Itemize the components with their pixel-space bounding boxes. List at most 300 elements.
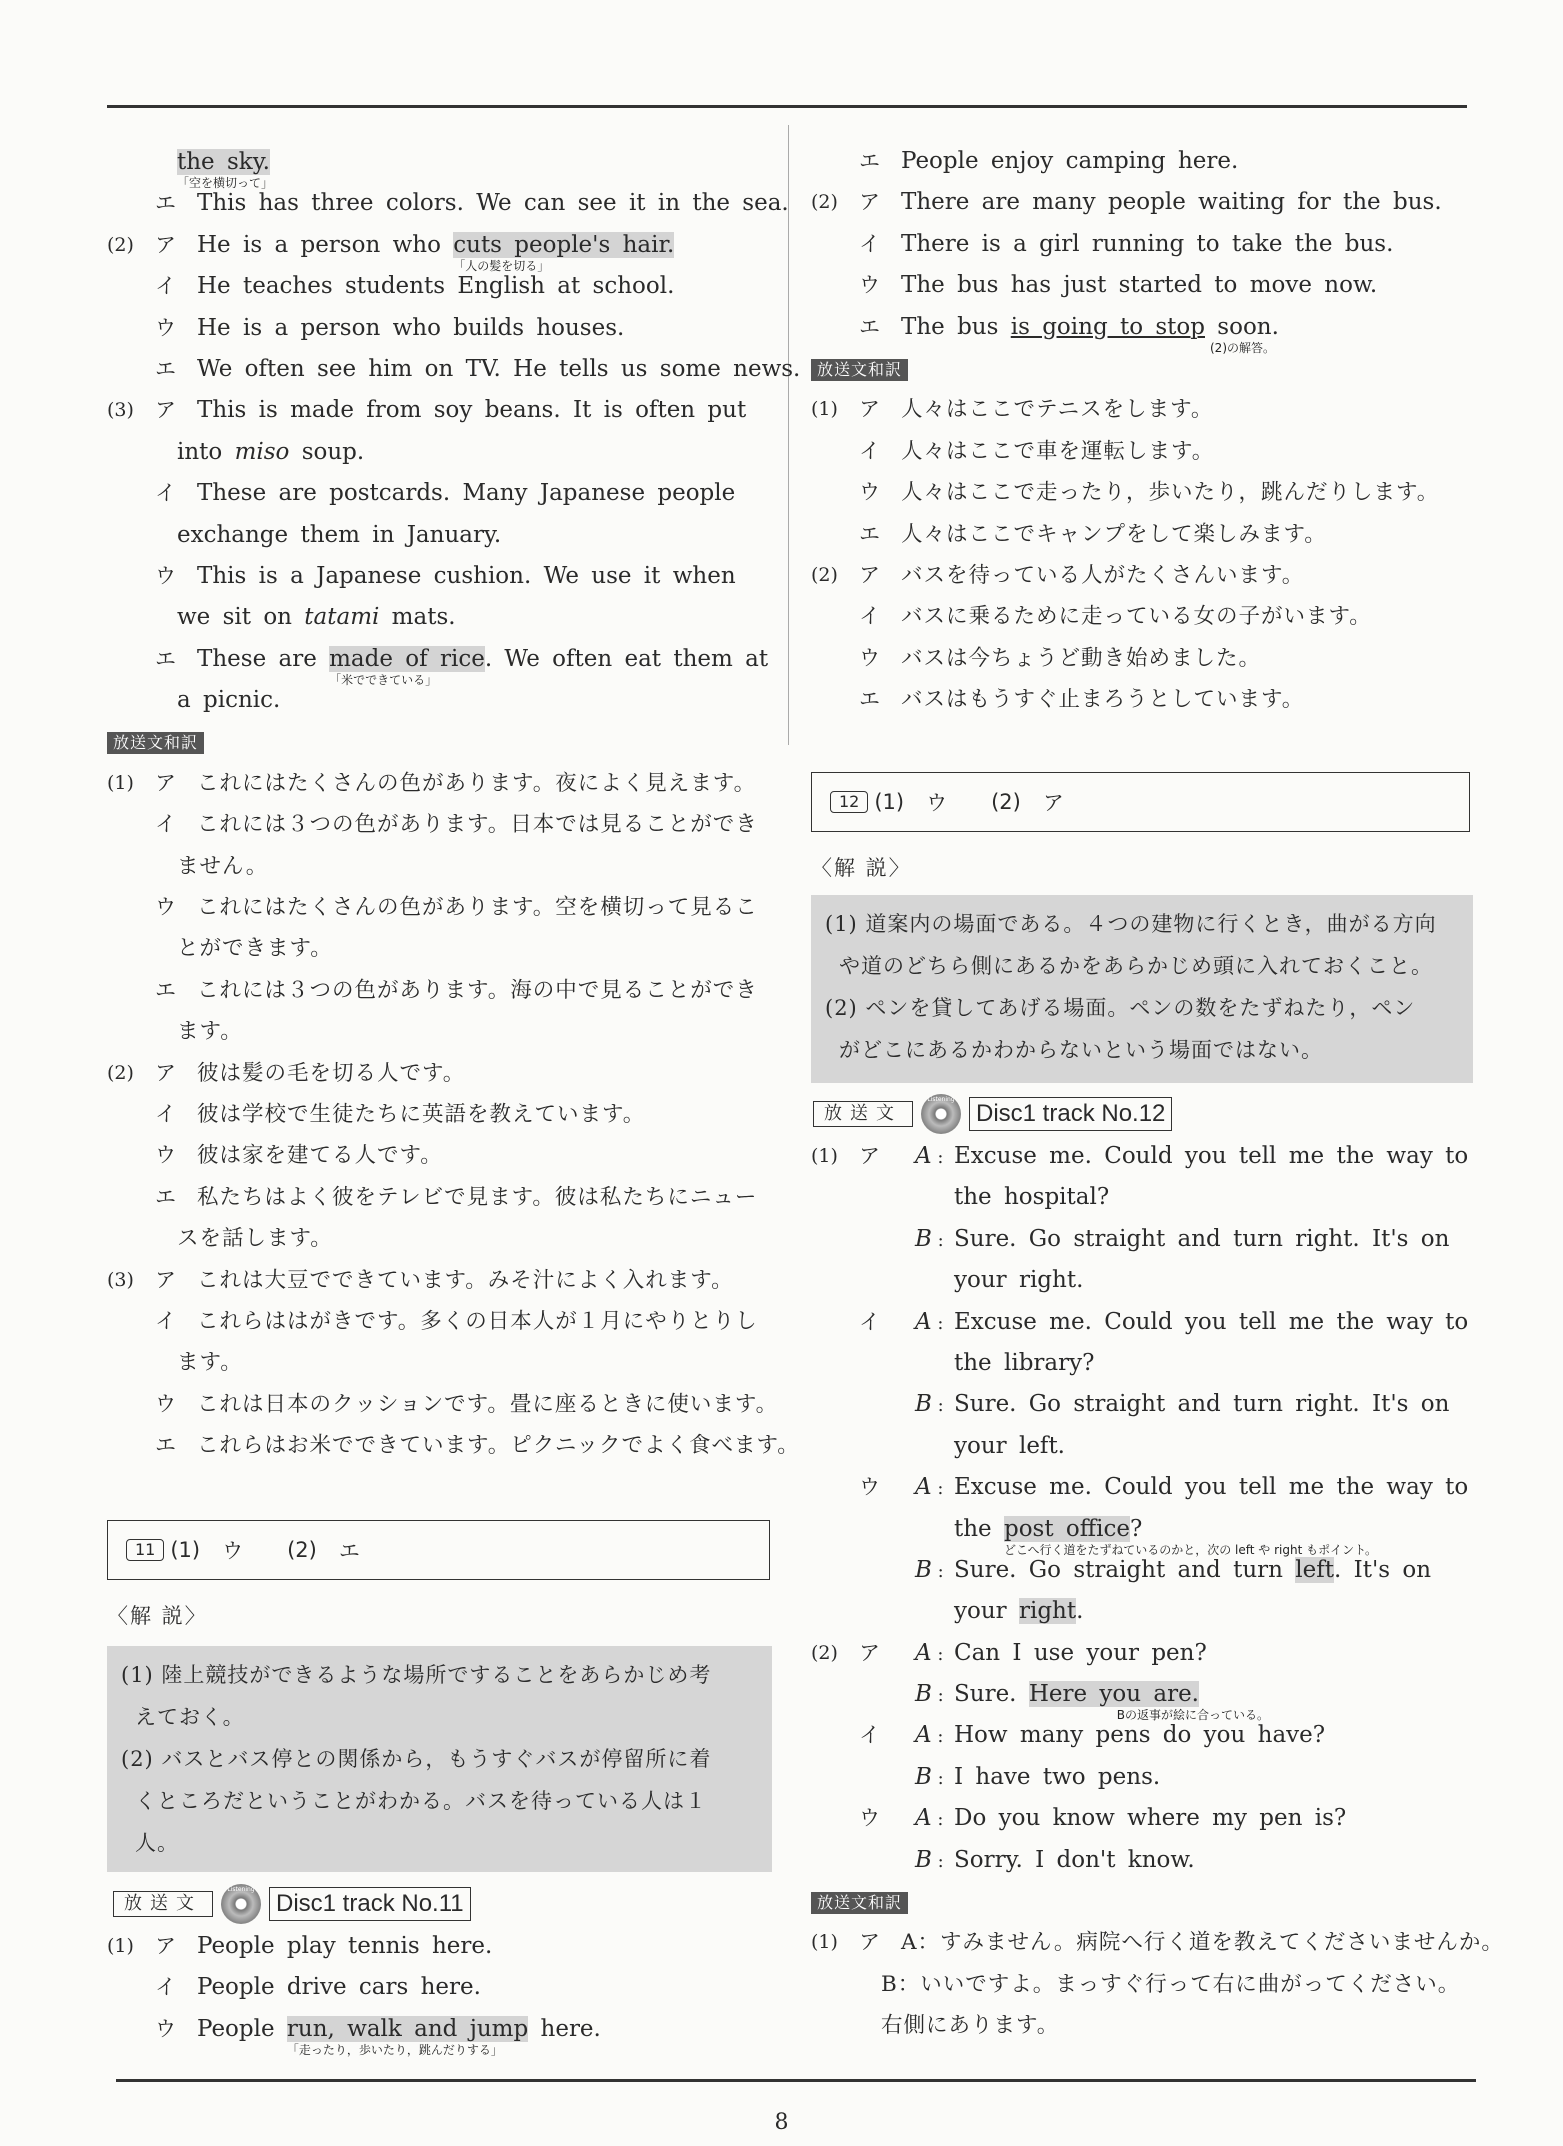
highlighted-phrase [177,149,274,190]
choice-marker: ア [155,1060,176,1085]
choice-marker: ウ [155,315,176,340]
text-segment [901,272,1377,298]
text-line [811,141,1476,182]
highlighted-phrase [1003,1515,1378,1557]
left-broadcast-lines [107,1926,772,2057]
text-segment [197,1392,778,1417]
text-segment [177,1350,243,1375]
section-label-row [811,1881,1476,1922]
text-segment [197,1933,492,1959]
segment-text: 彼は家を建てる人です。 [197,1143,443,1169]
text-segment [177,1019,243,1044]
segment-text: left [1295,1556,1334,1583]
segment-text: People drive cars here. [197,1974,481,2001]
line-text [954,1633,1207,1674]
cd-icon [921,1094,961,1134]
text-segment [197,356,800,382]
right-column [811,0,1504,2080]
line-text [197,887,758,928]
text-line [811,2005,1476,2046]
question-number: (1) [107,1935,134,1957]
text-segment [177,1226,333,1251]
segment-text: 彼は学校で生徒たちに英語を教えています。 [197,1101,646,1127]
text-line [107,142,772,190]
segment-text: These are [197,645,330,672]
line-text [177,515,501,556]
kaisetsu-box [107,1646,772,1872]
line-text [197,349,800,390]
line-text [177,1218,333,1259]
line-text [197,1135,443,1176]
line-text [197,1053,465,1094]
segment-text: . [1076,1598,1084,1625]
text-segment [954,1640,1207,1666]
text-line [811,638,1476,679]
line-text [954,1467,1468,1508]
broadcast-translation-label: 放送文和訳 [811,1892,908,1914]
segment-text: Excuse me. Could you tell me the way to [954,1308,1469,1335]
text-segment [901,646,1261,671]
text-line [811,1343,1476,1384]
segment-text: miso [234,438,290,465]
choice-marker: エ [155,646,176,671]
text-segment [197,1102,645,1127]
text-line [811,1715,1476,1756]
segment-text: B：いいですよ。まっすぐ行って右に曲がってください。 [881,1971,1461,1997]
choice-marker: ア [155,1267,176,1292]
question-number: (2) [811,191,838,214]
text-line [811,182,1476,223]
segment-text: is going to stop [1010,313,1205,340]
speaker-label: B : [915,1674,944,1716]
line-text [901,307,1279,355]
text-line [811,1550,1476,1591]
text-line [811,389,1476,430]
segment-text: Sorry. I don't know. [954,1846,1195,1873]
segment-text: This has three colors. We can see it in the sea. [197,190,789,217]
text-line [811,1384,1476,1425]
line-text [197,1094,645,1135]
text-line [107,887,772,928]
text-segment [197,1433,800,1458]
choice-marker: ア [859,1640,880,1665]
line-text [197,183,789,224]
choice-marker: ア [155,232,176,257]
segment-text: your [954,1598,1019,1625]
text-segment [177,522,501,548]
answer-2-value: ア [1042,791,1064,815]
choice-marker: イ [859,438,880,463]
segment-text: your right. [954,1267,1084,1294]
line-text [197,763,756,804]
text-line [811,1798,1476,1839]
choice-marker: エ [155,191,176,216]
text-line [107,1094,772,1135]
text-line [107,1011,772,1052]
text-segment [197,812,758,837]
segment-text: これにはたくさんの色があります。夜によく見えます。 [197,770,757,796]
segment-text: People play tennis here. [197,1933,493,1959]
line-text [901,555,1304,596]
text-segment [1205,314,1279,340]
choice-marker: エ [859,314,880,339]
choice-marker: ア [155,398,176,423]
text-segment [235,439,290,465]
line-text [197,1260,734,1301]
left-questions [107,142,801,1467]
text-line [107,183,789,224]
segment-text: There are many people waiting for the bus. [901,189,1442,216]
text-segment [1334,1557,1431,1583]
broadcast-label: 放送文 [113,1891,213,1917]
text-segment [177,439,235,465]
annotation-note: Bの返事が絵に合っている。 [1116,1708,1269,1723]
choice-marker: イ [155,481,176,506]
line-text [901,472,1439,513]
broadcast-source [113,1884,471,1924]
text-segment [289,439,364,465]
line-text [197,1384,778,1425]
broadcast-translation-label: 放送文和訳 [811,359,908,381]
segment-text: Sure. Go straight and turn right. It's on [954,1391,1450,1418]
text-line [811,1922,1504,1963]
text-segment [901,439,1214,464]
line-text [954,1136,1468,1177]
annotation-note: 「空を横切って」 [177,176,274,190]
text-segment [197,1143,443,1168]
broadcast-label: 放送文 [813,1101,913,1127]
segment-text: . It's on [1334,1556,1432,1583]
line-text [954,1384,1449,1425]
text-segment [485,646,768,672]
line-text [177,846,268,887]
question-number: (3) [107,1268,134,1291]
segment-text: これにはたくさんの色があります。空を横切って見るこ [197,895,758,921]
text-line [107,1218,772,1259]
text-line [107,225,772,273]
highlighted-phrase [286,2015,529,2057]
line-text [197,1301,758,1342]
text-line [107,2009,772,2057]
segment-text: There is a girl running to take the bus. [901,230,1394,257]
line-text [901,514,1327,555]
kaisetsu-line: えておく。 [135,1705,245,1729]
segment-text: we sit on [177,604,305,631]
cd-icon-text: Listening [927,1096,955,1103]
text-segment [901,148,1238,174]
answer-1-value: ウ [926,791,948,815]
text-segment [954,1681,1029,1707]
segment-text: the sky. [177,149,270,175]
segment-text: run, walk and jump [286,2015,529,2042]
text-segment [379,604,455,630]
text-line [811,431,1476,472]
choice-marker: イ [155,274,176,299]
choice-marker: ウ [155,2016,176,2041]
kaisetsu-line: がどこにあるかわからないという場面ではない。 [839,1038,1323,1062]
segment-text: 人々はここでテニスをします。 [901,397,1214,423]
answer-box-12 [811,772,1470,832]
segment-text: mats. [379,604,456,631]
text-segment [901,480,1439,505]
choice-marker: イ [155,1101,176,1126]
text-line [811,596,1476,637]
choice-marker: ア [859,1930,880,1955]
text-line [107,432,772,473]
line-text [901,596,1372,637]
track-label: Disc1 track No.12 [969,1097,1172,1131]
segment-text: 右側にあります。 [881,2013,1060,2039]
text-segment [954,1184,1109,1210]
segment-text: How many pens do you have? [954,1722,1326,1749]
cd-icon-text: Listening [227,1886,255,1893]
segment-text: He is a person who builds houses. [197,314,625,341]
text-line [811,514,1476,555]
answer-1-label: (1) [874,790,905,814]
choice-marker: ウ [859,1806,880,1831]
text-segment [197,1309,758,1334]
text-segment [177,604,304,630]
segment-text: People [197,2015,287,2042]
text-segment [901,522,1327,547]
text-segment [901,189,1442,215]
text-line [811,1674,1476,1723]
line-text [954,1591,1083,1632]
text-segment [954,1350,1094,1376]
choice-marker: ア [155,770,176,795]
text-line [107,556,772,597]
text-segment [954,1722,1325,1748]
annotation-note: 「米でできている」 [329,672,438,687]
line-text [197,266,674,307]
text-segment [954,1309,1468,1335]
text-line [811,1964,1476,2005]
text-segment [881,2013,1059,2038]
line-text [177,1011,243,1052]
annotation-note: 「走ったり，歩いたり，跳んだりする」 [286,2042,503,2057]
text-line [107,846,772,887]
text-line [107,970,772,1011]
choice-marker: ア [859,397,880,422]
choice-marker: エ [155,1433,176,1458]
text-segment [528,2016,601,2042]
line-text [177,142,274,190]
line-text [177,680,280,721]
choice-marker: イ [155,812,176,837]
segment-text: ます。 [177,1350,243,1376]
segment-text: The bus has just started to move now. [901,272,1378,299]
choice-marker: ウ [859,273,880,298]
segment-text: Do you know where my pen is? [954,1805,1347,1832]
text-line [811,1260,1476,1301]
right-questions [811,141,1476,720]
text-line [811,1302,1476,1343]
text-line [107,473,772,514]
text-segment [177,854,268,879]
text-segment [954,1516,1004,1542]
answer-2-label: (2) [287,1538,317,1562]
text-segment [197,1268,734,1293]
line-text [881,1964,1460,2005]
choice-marker: ウ [859,480,880,505]
kaisetsu-line: くところだということがわかる。バスを待っている人は１ [135,1789,707,1813]
speaker-label: B : [915,1384,944,1426]
text-line [107,1301,772,1342]
text-line [107,1177,772,1218]
text-line [811,265,1476,306]
kaisetsu-line: (2) バスとバス停との関係から，もうすぐバスが停留所に着 [121,1747,712,1771]
line-text [901,265,1377,306]
text-line [107,680,772,721]
text-line [107,1926,772,1967]
speaker-label: A : [915,1633,943,1675]
text-segment [197,563,736,589]
text-segment [901,231,1393,257]
line-text [197,308,624,349]
segment-text: This is a Japanese cushion. We use it when [197,562,736,589]
text-segment [1130,1516,1142,1542]
text-line [811,472,1476,513]
annotation-note: 「人の髪を切る」 [453,258,550,273]
text-segment [197,315,624,341]
segment-text: Excuse me. Could you tell me the way to [954,1143,1469,1169]
highlighted-phrase [1295,1557,1334,1583]
segment-text: right [1018,1598,1077,1625]
text-line [811,1633,1476,1674]
text-segment [197,771,756,796]
text-segment [901,687,1304,712]
text-segment [1076,1598,1083,1624]
kaisetsu-line: (1) 陸上競技ができるような場所ですることをあらかじめ考 [121,1663,712,1687]
speaker-label: B : [915,1757,944,1799]
text-line [107,390,772,431]
track-label: Disc1 track No.11 [269,1887,471,1921]
segment-text: made of rice [329,645,485,672]
segment-text: Sure. Go straight and turn right. It's on [954,1225,1450,1252]
segment-text: exchange them in January. [177,521,502,548]
line-text [177,928,333,969]
line-text [197,225,675,273]
question-number: (2) [107,233,134,256]
question-number: (2) [811,1641,838,1664]
segment-text: バスはもうすぐ止まろうとしています。 [901,687,1305,713]
text-segment [901,604,1372,629]
text-line [107,515,772,556]
text-line [107,1260,772,1301]
question-number: (3) [107,399,134,422]
speaker-label: A : [915,1798,943,1840]
kaisetsu-heading: 〈解 説〉 [107,1604,208,1628]
text-line [811,1509,1476,1557]
line-text [954,1177,1109,1218]
segment-text: He teaches students English at school. [197,273,675,300]
line-text [901,638,1261,679]
choice-marker: イ [155,1975,176,2000]
segment-text: your left. [954,1432,1065,1459]
speaker-label: A : [915,1715,943,1757]
choice-marker: エ [859,687,880,712]
segment-text: the library? [954,1349,1095,1376]
segment-text: Here you are. [1028,1681,1199,1708]
kaisetsu-heading: 〈解 説〉 [811,856,912,880]
text-line [811,679,1476,720]
kaisetsu-line: (2) ペンを貸してあげる場面。ペンの数をたずねたり，ペン [825,996,1416,1020]
text-segment [197,895,758,920]
segment-text: The bus [901,313,1011,340]
text-segment [954,1143,1468,1169]
highlighted-phrase [329,645,485,687]
segment-text: これらはお米でできています。ピクニックでよく食べます。 [197,1433,800,1459]
segment-text: 人々はここでキャンプをして楽しみます。 [901,521,1327,547]
text-segment [197,1185,757,1210]
line-text [177,1342,243,1383]
text-segment [304,604,379,630]
broadcast-source [813,1094,1172,1134]
text-line [107,1967,772,2008]
segment-text: cuts people's hair. [453,231,675,258]
text-line [107,1053,772,1094]
text-segment [177,936,333,961]
text-line [811,1467,1476,1508]
segment-text: 人々はここで走ったり，歩いたり，跳んだりします。 [901,480,1440,506]
page-number: 8 [774,2110,789,2135]
text-line [107,928,772,969]
segment-text: A：すみません。病院へ行く道を教えてくださいませんか。 [901,1930,1504,1956]
text-segment [954,1433,1065,1459]
line-text [197,1177,757,1218]
speaker-label: A : [915,1302,943,1344]
text-segment [197,190,789,216]
text-line [107,763,772,804]
segment-text: . We often eat them at [484,645,769,672]
choice-marker: エ [859,521,880,546]
text-line [107,1384,779,1425]
right-dialogue-lines [811,1136,1504,2047]
text-segment [197,273,674,299]
segment-text: These are postcards. Many Japanese people [197,480,736,507]
choice-marker: ア [859,1144,880,1168]
segment-text: 私たちはよく彼をテレビで見ます。彼は私たちにニュー [197,1184,758,1210]
text-segment [881,1972,1460,1997]
choice-marker: イ [859,231,880,256]
line-text [901,431,1214,472]
segment-text: the [954,1515,1004,1542]
text-segment [901,563,1304,588]
text-segment [954,1598,1019,1624]
text-segment [954,1267,1083,1293]
line-text [954,1798,1346,1839]
text-segment [901,397,1213,422]
segment-text: バスに乗るために走っている女の子がいます。 [901,604,1372,630]
line-text [954,1260,1083,1301]
cd-icon [221,1884,261,1924]
choice-marker: イ [859,604,880,629]
choice-marker: ア [859,562,880,587]
segment-text: ません。 [177,853,269,879]
segment-text: This is made from soy beans. It is often put [197,397,747,424]
answer-2-label: (2) [991,790,1021,814]
segment-text: ます。 [177,1019,243,1045]
line-text [954,1219,1449,1260]
line-text [197,2009,601,2057]
text-segment [197,2016,287,2042]
question-number: (1) [811,1931,838,1954]
kaisetsu-line: 人。 [135,1831,179,1855]
line-text [197,970,758,1011]
segment-text: とができます。 [177,936,333,962]
left-column [107,0,801,2080]
text-line [811,307,1476,355]
